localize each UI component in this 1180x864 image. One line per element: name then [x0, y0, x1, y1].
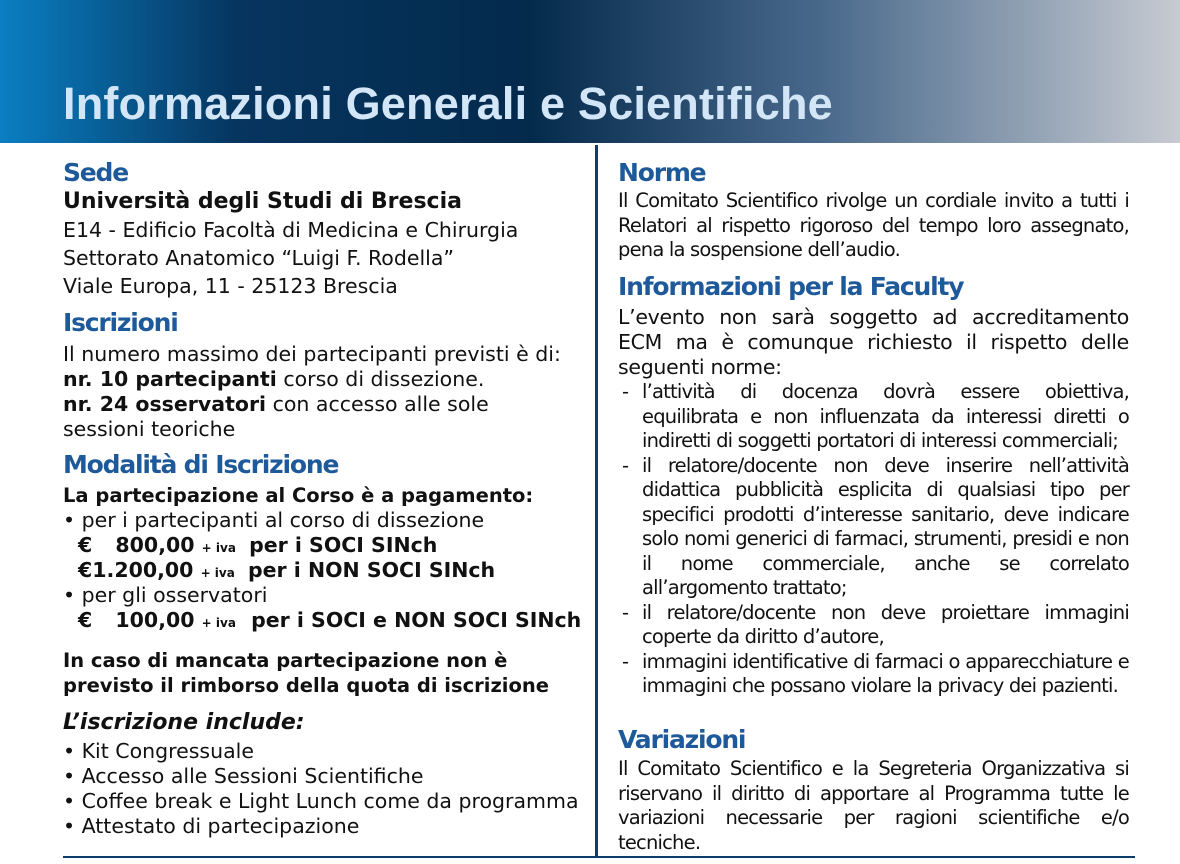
iscrizioni-heading: Iscrizioni [63, 308, 178, 337]
list-item: - il relatore/docente non deve inserire nell’attività didattica pubblicità esplicita di qualsiasi tipo per specifici prodotti d’interesse sanitario, deve indicare solo nomi generici di farmaci, strumenti, presidi e non il nome commerciale, anche se correlato all’argomento trattato; [618, 454, 1129, 601]
list-item: - l’attività di docenza dovrà essere obiettiva, equilibrata e non influenzata da interessi diretti o indiretti di soggetti portatori di interessi commerciali; [618, 380, 1129, 454]
variazioni-heading: Variazioni [618, 725, 746, 754]
sede-line-2: Settorato Anatomico “Luigi F. Rodella” [63, 246, 455, 270]
list-item: - immagini identificative di farmaci o apparecchiature e immagini che possano violare la privacy dei pazienti. [618, 650, 1129, 699]
iscrizioni-line-2: nr. 24 osservatori con accesso alle sole [63, 392, 489, 416]
faculty-intro: L’evento non sarà soggetto ad accreditamento ECM ma è comunque richiesto il rispetto delle seguenti norme: [618, 305, 1129, 379]
sede-line-1: E14 - Edificio Facoltà di Medicina e Chirurgia [63, 218, 519, 242]
page-title: Informazioni Generali e Scientifiche [63, 78, 833, 129]
modalita-group-2: • per gli osservatori [63, 583, 268, 607]
modalita-intro: La partecipazione al Corso è a pagamento: [63, 484, 534, 507]
price-row: € 800,00 + iva per i SOCI SINch [78, 533, 438, 557]
include-item: • Attestato di partecipazione [63, 814, 360, 838]
faculty-rules-list [618, 380, 1129, 699]
include-item: • Kit Congressuale [63, 739, 254, 763]
sede-heading: Sede [63, 158, 129, 187]
header-banner [0, 0, 1180, 143]
modalita-heading: Modalità di Iscrizione [63, 450, 339, 479]
price-row: €1.200,00 + iva per i NON SOCI SINch [78, 558, 496, 582]
column-divider [595, 145, 598, 858]
iscrizioni-line-3: sessioni teoriche [63, 417, 236, 441]
bottom-rule [63, 856, 1135, 858]
include-heading: L’iscrizione include: [63, 710, 305, 735]
variazioni-text: Il Comitato Scientifico e la Segreteria Organizzativa si riservano il diritto di apportare al Programma tutte le variazioni necessarie per ragioni scientifiche e/o tecniche. [618, 757, 1129, 854]
norme-heading: Norme [618, 158, 706, 187]
price-row: € 100,00 + iva per i SOCI e NON SOCI SINch [78, 608, 582, 632]
list-item: - il relatore/docente non deve proiettare immagini coperte da diritto d’autore, [618, 601, 1129, 650]
sede-line-3: Viale Europa, 11 - 25123 Brescia [63, 274, 398, 298]
warning-line-2: previsto il rimborso della quota di iscrizione [63, 674, 549, 697]
include-item: • Coffee break e Light Lunch come da programma [63, 789, 579, 813]
warning-line-1: In caso di mancata partecipazione non è [63, 649, 508, 672]
faculty-heading: Informazioni per la Faculty [618, 272, 964, 301]
sede-name: Università degli Studi di Brescia [63, 189, 462, 214]
norme-text: Il Comitato Scientifico rivolge un cordiale invito a tutti i Relatori al rispetto rigoroso del tempo loro assegnato, pena la sospensione dell’audio. [618, 189, 1129, 261]
iscrizioni-intro: Il numero massimo dei partecipanti previsti è di: [63, 342, 561, 366]
modalita-group-1: • per i partecipanti al corso di dissezione [63, 508, 485, 532]
iscrizioni-line-1: nr. 10 partecipanti corso di dissezione. [63, 367, 485, 391]
include-item: • Accesso alle Sessioni Scientifiche [63, 764, 424, 788]
